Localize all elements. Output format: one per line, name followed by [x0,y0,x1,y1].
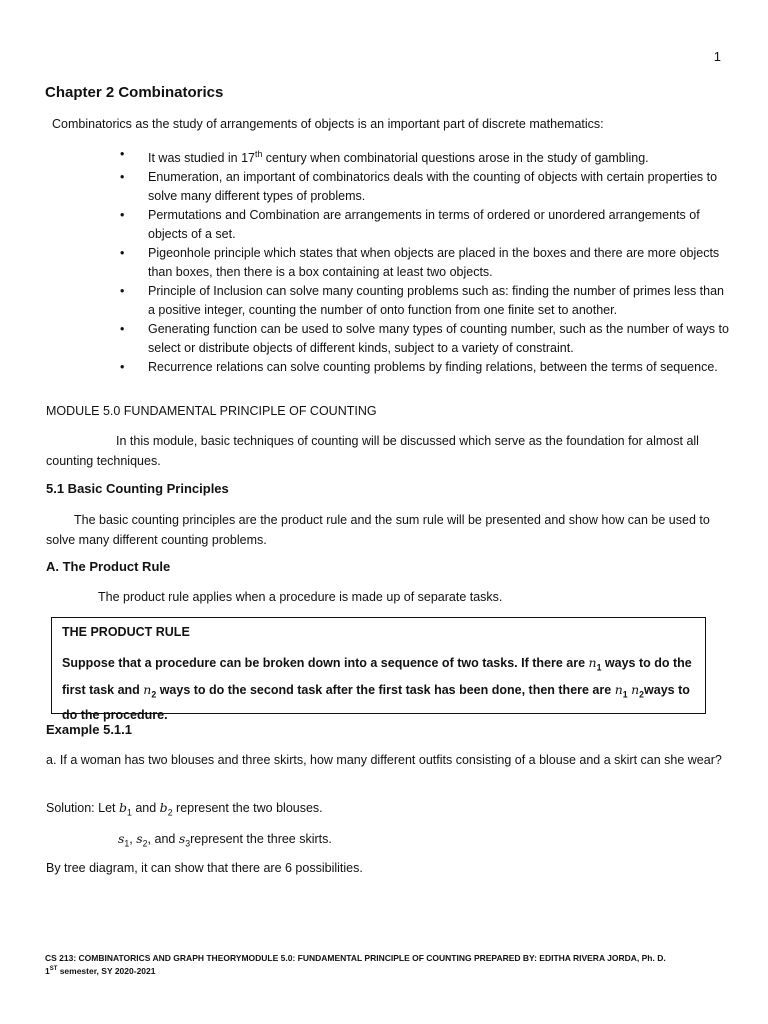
bullet-icon: • [120,322,125,337]
section-5-1-paragraph: The basic counting principles are the product rule and the sum rule will be presented and show how can be used to solve many different counting problems. [46,513,710,547]
intro-text: Combinatorics as the study of arrangements of objects is an important part of discrete mathematics: [52,117,604,131]
section-heading-5-1: 5.1 Basic Counting Principles [46,481,229,496]
box-text: Suppose that a procedure can be broken down into a sequence of two tasks. If there are $n_1$ ways to do the first task and $n_2$ ways to do the second task after the first task has been done, then there are $n_1$ $n_2ways$ to do the procedure. [62,655,692,722]
tree-diagram-text: By tree diagram, it can show that there are 6 possibilities. [46,861,363,875]
list-item: • Enumeration, an important of combinatorics deals with the counting of objects with certain properties to solve many different types of problems. [120,170,718,204]
example-question: a. If a woman has two blouses and three skirts, how many different outfits consisting of a blouse and a skirt can she wear? [46,753,722,767]
bullet-icon: • [120,246,125,261]
product-rule-box [51,617,706,722]
skirts-line: $s_1$, $s_2$, and $s_3represent$ the three skirts. [118,831,332,849]
list-item: • It was studied in 17th century when combinatorial questions arose in the study of gambling. [120,147,649,166]
module-paragraph: In this module, basic techniques of counting will be discussed which serve as the foundation for almost all counting techniques. [46,434,699,468]
bullet-icon: • [120,147,125,161]
page-number: 1 [713,49,721,64]
example-heading: Example 5.1.1 [46,722,132,737]
list-item: • Permutations and Combination are arrangements in terms of ordered or unordered arrangements of objects of a set. [120,208,700,242]
module-heading: MODULE 5.0 FUNDAMENTAL PRINCIPLE OF COUNTING [46,404,377,418]
bullet-icon: • [120,360,125,375]
footer-line-1: CS 213: COMBINATORICS AND GRAPH THEORYMODULE 5.0: FUNDAMENTAL PRINCIPLE OF COUNTING PREPARED BY: EDITHA RIVERA JORDA, Ph. D. [45,953,666,963]
bullet-icon: • [120,284,125,299]
list-item: • Principle of Inclusion can solve many counting problems such as: finding the number of primes less than a positive integer, counting the number of onto function from one finite set to another. [120,284,724,318]
list-item: • Pigeonhole principle which states that when objects are placed in the boxes and there are more objects than boxes, then there is a box containing at least two objects. [120,246,720,280]
bullet-icon: • [120,208,125,223]
footer-line-2: 1ST semester, SY 2020-2021 [45,966,156,976]
list-item: • Generating function can be used to solve many types of counting number, such as the number of ways to select or distribute objects of different kinds, subject to a variety of constraint. [120,322,729,356]
bullet-icon: • [120,170,125,185]
product-rule-paragraph: The product rule applies when a procedure is made up of separate tasks. [98,590,503,604]
section-heading-product-rule: A. The Product Rule [46,559,171,574]
list-item: • Recurrence relations can solve counting problems by finding relations, between the terms of sequence. [120,358,730,377]
bullet-list [120,145,730,377]
solution-line: Solution: Let $b_1$ and $b_2$ represent the two blouses. [46,800,323,818]
chapter-title: Chapter 2 Combinatorics [45,84,224,101]
box-heading: THE PRODUCT RULE [62,625,190,639]
